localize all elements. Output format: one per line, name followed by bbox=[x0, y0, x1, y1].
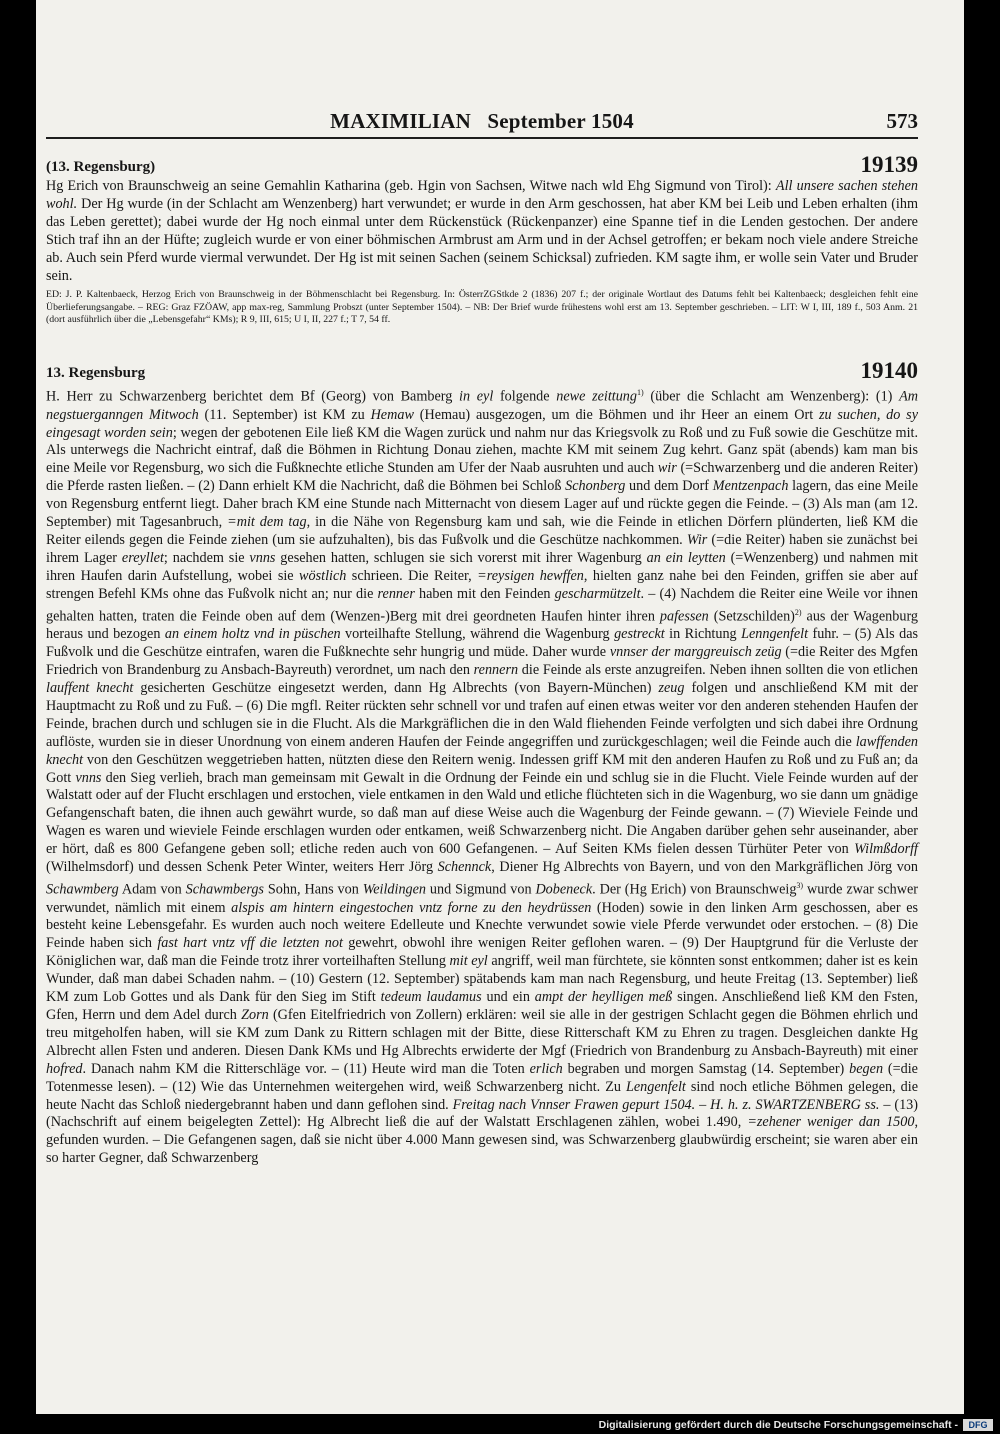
quoted-text: Lengenfelt bbox=[625, 1078, 686, 1095]
quoted-text: hofred bbox=[46, 1060, 83, 1077]
footer-bar bbox=[0, 1416, 1000, 1434]
quoted-text: begen bbox=[849, 1060, 884, 1077]
text-run: fuhr. – (5) Als das Fußvolk und die Geschütze eintrafen, waren die Fußknechte sehr hungrig und müde. Daher wurde bbox=[46, 626, 919, 661]
quoted-text: =mit dem tag bbox=[227, 514, 307, 531]
text-run: (Gfen Eitelfriedrich von Zollern) erklären: weil sie alle in der gestrigen Schlacht gegen die Böhmen ehrlich und treu mitgeholfen haben, will sie KM zum Dank zu Rittern schlagen mit der Bitte, diese Ritterschaft KM zu Ehren zu tragen. Desgleichen dankte Hg Albrecht allen Fsten und anderen. Diesen Dank KMs und Hg Albrechts erwiderte der Mgf (Friedrich von Brandenburg zu Ansbach-Bayreuth) mit einer bbox=[46, 1007, 918, 1059]
quoted-text: in eyl bbox=[459, 388, 494, 405]
page-header bbox=[46, 109, 918, 135]
quoted-text: Schawmberg bbox=[46, 881, 119, 898]
quoted-text: Hemaw bbox=[370, 406, 414, 423]
text-run: wurde zwar schwer verwundet, nämlich mit einem bbox=[46, 881, 918, 916]
quoted-text: lauffent knecht bbox=[46, 679, 134, 696]
document-19139 bbox=[46, 152, 918, 327]
text-run: vorteilhafte Stellung, während die Wagenburg bbox=[340, 626, 615, 643]
quoted-text: Schennck bbox=[437, 859, 492, 876]
text-run: (Setzschilden) bbox=[708, 608, 795, 625]
footer-credit: Digitalisierung gefördert durch die Deutsche Forschungsgemeinschaft - bbox=[598, 1419, 958, 1431]
text-run: gewehrt, obwohl ihre wenigen Reiter geflohen waren. – (9) Der Hauptgrund für die Verluste der Königlichen war, daß man die Feinde trotz ihrer vorteilhaften Stellung bbox=[46, 935, 919, 970]
text-run: – (13) (Nachschrift auf einem beigelegten Zettel): Hg Albrecht ließ die auf der Walstatt Erschlagenen zählen, wobei 1.490, bbox=[46, 1096, 918, 1131]
quoted-text: newe zeittung bbox=[556, 388, 637, 405]
text-run: , gefunden wurden. – Die Gefangenen sagen, daß sie nicht über 4.000 Mann gewesen sind, was Schwarzenberg glaubwürdig erscheint; sie waren aber ein so harter Gegner, daß Schwarzenberg bbox=[46, 1114, 919, 1167]
header-rule bbox=[46, 137, 918, 139]
text-run: , hielten ganz nahe bei den Feinden, griffen sie aber auf strengen Befehl KMs ohne das Fußvolk nicht an; nur die bbox=[46, 567, 918, 602]
quoted-text: rennern bbox=[473, 662, 519, 679]
quoted-text: Am negstuerganngen Mitwoch bbox=[46, 388, 918, 423]
quoted-text: erlich bbox=[529, 1060, 563, 1077]
quoted-text: Wilmßdorff bbox=[854, 841, 918, 858]
text-run: (=die Reiter) haben sie zunächst bei ihrem Lager bbox=[46, 531, 918, 566]
quoted-text: Wir bbox=[686, 531, 708, 548]
text-run: schrieen. Die Reiter, bbox=[346, 567, 478, 584]
text-run: die Feinde als erste anzugreifen. Neben ihnen sollten die von etlichen bbox=[518, 662, 918, 679]
quoted-text: wöstlich bbox=[299, 567, 347, 584]
text-run: (=Schwarzenberg und die anderen Reiter) die Pferde rasten ließen. – (2) Dann erhielt KM die Nachricht, daß die Böhmen bei Schloß bbox=[46, 460, 918, 495]
document-number: 19139 bbox=[860, 152, 918, 177]
quoted-text: =reysigen hewffen bbox=[477, 567, 584, 584]
quoted-text: pafessen bbox=[659, 608, 709, 625]
text-run: Hg Erich von Braunschweig an seine Gemahlin Katharina (geb. Hgin von Sachsen, Witwe nach wld Ehg Sigmund von Tirol): bbox=[46, 178, 776, 194]
quoted-text: All unsere sachen stehen wohl. bbox=[46, 178, 918, 212]
text-run: H. Herr zu Schwarzenberg berichtet dem Bf (Georg) von Bamberg bbox=[46, 388, 460, 405]
quoted-text: renner bbox=[377, 585, 415, 602]
quoted-text: gestreckt bbox=[614, 626, 665, 643]
text-run: singen. Anschließend ließ KM den Fsten, Gfen, Herrn und dem Adel durch bbox=[46, 989, 918, 1024]
text-run: lagern, das eine Meile von Regensburg entfernt liegt. Daher brach KM eine Stunde nach Mitternacht von diesem Lager auf und rückte gegen die Feinde. – (3) Als man (am 12. September) mit Tagesanbruch, bbox=[46, 478, 918, 531]
text-run: . – (4) Nachdem die Reiter eine Weile vor ihnen gehalten hatten, traten die Feinde oben auf dem (Wenzen-)Berg mit drei geordneten Haufen hinter ihren bbox=[46, 585, 918, 625]
quoted-text: Lenngenfelt bbox=[741, 626, 809, 643]
quoted-text: =zehener weniger dan 1500 bbox=[747, 1114, 915, 1131]
document-number: 19140 bbox=[860, 358, 918, 383]
document-place: 13. Regensburg bbox=[46, 365, 146, 381]
text-run: (über die Schlacht am Wenzenberg): (1) bbox=[643, 388, 900, 405]
text-run: . Danach nahm KM die Ritterschläge vor. – (11) Heute wird man die Toten bbox=[82, 1060, 530, 1077]
quoted-text: Dobeneck bbox=[535, 881, 593, 898]
text-run: (=die Totenmesse lesen). – (12) Wie das Unternehmen weitergehen wird, weiß Schwarzenberg nicht. Zu bbox=[46, 1060, 918, 1095]
document-heading bbox=[46, 152, 918, 178]
quoted-text: an einem holtz vnd in püschen bbox=[164, 626, 341, 643]
quoted-text: an ein leytten bbox=[646, 549, 726, 566]
text-run: ; wegen der gebotenen Eile ließ KM die Wagen zurück und nahm nur das Kriegsvolk zu Roß und zu Fuß sowie die Geschütze mit. Als unterwegs die Nachricht eintraf, daß die Böhmen in Richtung Donau ziehen, machte KM mit seinem Zug kehrt. Ganz spät (abends) kam man bis eine Meile vor Regensburg, wo sich die Fußknechte etliche Stunden am Ufer der Naab ausruhten und auch bbox=[46, 424, 919, 477]
text-run: gesicherten Geschütze eingesetzt werden, dann Hg Albrechts (von Bayern-München) bbox=[133, 679, 659, 696]
text-run: . Der (Hg Erich) von Braunschweig bbox=[592, 881, 797, 898]
document-place: (13. Regensburg) bbox=[46, 159, 156, 175]
quoted-text: wir bbox=[657, 460, 677, 477]
dfg-logo: DFG bbox=[963, 1419, 993, 1431]
text-run: sind noch etliche Böhmen gelegen, die heute Nacht das Schloß niedergebrannt haben und dann geflohen sind. bbox=[46, 1078, 918, 1113]
text-run: (=die Reiter des Mgfen Friedrich von Brandenburg zu Ansbach-Bayreuth) verordnet, um nach den bbox=[46, 644, 919, 679]
quoted-text: vnns bbox=[249, 549, 276, 566]
quoted-text: alspis am hintern eingestochen vntz forne zu den heydrüssen bbox=[231, 899, 592, 916]
text-run: , Diener Hg Albrechts von Bayern, und von den Markgräflichen Jörg von bbox=[491, 859, 918, 876]
quoted-text: Freitag nach Vnnser Frawen gepurt 1504. – H. h. z. SWARTZENBERG ss. bbox=[452, 1096, 880, 1113]
text-run: (Hemau) ausgezogen, um die Böhmen und ihr Heer an einem Ort bbox=[413, 406, 819, 423]
quoted-text: Schonberg bbox=[565, 478, 626, 495]
quoted-text: vnns bbox=[75, 769, 102, 786]
document-body bbox=[46, 178, 918, 285]
quoted-text: Mentzenpach bbox=[712, 478, 789, 495]
quoted-text: fast hart vntz vff die letzten not bbox=[157, 935, 343, 952]
text-run: (=Wenzenberg) und nahmen mit ihren Haufen darin Aufstellung, wobei sie bbox=[46, 549, 918, 584]
quoted-text: vnnser der marggreuisch zeüg bbox=[609, 644, 782, 661]
text-run: den Sieg verlieh, brach man gemeinsam mit Gewalt in die Ordnung der Feinde ein und schlug sie in die Flucht. Viele Feinde wurden auf der Walstatt oder auf der Flucht erschlagen und erstochen, viele entkamen in den Wald und etliche flüchteten sich in die Wagenburg, wo sie dann um gnädige Gefangenschaft baten, die ihnen auch gewährt wurde, so daß man auf diese Weise auch die Wagenburg der Feinde gewann. – (7) Wieviele Feinde und Wagen es waren und wieviele Feinde erschlagen wurden oder entkamen, weiß Schwarzenberg nicht. Die Angaben darüber gehen sehr auseinander, aber er hört, daß es 800 Gefangene geben soll; etliche reden auch von 600 Gefangenen. – Auf Seiten KMs fielen dessen Türhüter Peter von bbox=[46, 769, 918, 858]
text-run: folgende bbox=[493, 388, 557, 405]
document-body bbox=[46, 384, 918, 1168]
quoted-text: tedeum laudamus bbox=[380, 989, 482, 1006]
quoted-text: Zorn bbox=[241, 1007, 269, 1024]
quoted-text: mit eyl bbox=[449, 953, 488, 970]
quoted-text: ampt der heylligen meß bbox=[534, 989, 673, 1006]
quoted-text: Schawmbergs bbox=[185, 881, 264, 898]
text-run: und dem Dorf bbox=[625, 478, 713, 495]
quoted-text: zu suchen, do sy eingesagt worden sein bbox=[46, 406, 918, 441]
text-run: (Hoden) sowie in den linken Arm geschossen, aber es besteht keine Lebensgefahr. Es wurden auch noch weitere Edelleute und Knechte verwundet sowie viele Pferde verwundet oder erstochen. – (8) Die Feinde haben sich bbox=[46, 899, 919, 952]
text-run: folgen und anschließend KM mit der Hauptmacht zu Roß und zu Fuß. – (6) Die mgfl. Reiter rückten sehr schnell vor und trafen auf einen etwas weiter vor den anderen stehenden Haufen der Feinde, brachen durch und schlugen sie in die Flucht. Als die Markgräflichen die in den Wald fliehenden Feinde verfolgten und sich dabei ihre Ordnung auflöste, wurden sie in dieser Unordnung von einem anderen Haufen der Feinde angegriffen und zurückgeschlagen; weil die Feinde auch die bbox=[46, 679, 918, 750]
text-run: , in die Nähe von Regensburg kam und sah, wie die Feinde in etlichen Dörfern plünderten, ließ KM die Reiter eilends gegen die Feinde ziehen (um sie aufzuhalten), bis das Fußvolk und die Geschütze nachkommen. bbox=[46, 514, 918, 548]
text-run: Sohn, Hans von bbox=[263, 881, 363, 898]
quoted-text: zeug bbox=[658, 679, 685, 696]
quoted-text: ereyllet bbox=[121, 549, 164, 566]
footnote-ref: 2) bbox=[794, 607, 802, 617]
footnote-ref: 3) bbox=[796, 880, 804, 890]
text-run: ; nachdem sie bbox=[163, 549, 250, 566]
document-19140 bbox=[46, 358, 919, 1168]
footnote-ref: 1) bbox=[637, 388, 644, 397]
page-number: 573 bbox=[886, 109, 918, 133]
text-run: Adam von bbox=[118, 881, 186, 898]
text-run: angriff, weil man fürchtete, sie könnten sonst entkommen; daher ist es kein Wunder, daß man dabei Schaden nahm. – (10) Gestern (12. September) spätabends kam man nach Regensburg, und heute Freitag (13. September) ließ KM zum Lob Gottes und als Dank für den Sieg im Stift bbox=[46, 953, 919, 1006]
text-run: (11. September) ist KM zu bbox=[198, 406, 371, 423]
text-run: von den Geschützen weggetrieben hatten, nützten diese den Reitern wenig. Indessen griff KM mit den anderen Haufen zu Roß und zu Fuß an; da Gott bbox=[46, 751, 918, 786]
text-run: (Wilhelmsdorf) und dessen Schenk Peter Winter, weiters Herr Jörg bbox=[46, 859, 438, 876]
quoted-text: Weildingen bbox=[362, 881, 427, 898]
quoted-text: gescharmützelt bbox=[554, 585, 641, 602]
quoted-text: lawffenden knecht bbox=[46, 733, 918, 768]
running-title: MAXIMILIAN September 1504 bbox=[330, 109, 634, 133]
text-run: haben mit den Feinden bbox=[414, 585, 555, 602]
text-run: begraben und morgen Samstag (14. September) bbox=[562, 1060, 850, 1077]
text-run: in Richtung bbox=[664, 626, 742, 643]
document-notes: ED: J. P. Kaltenbaeck, Herzog Erich von Braunschweig in der Böhmenschlacht bei Regensburg. In: ÖsterrZGStkde 2 (1836) 207 f.; der originale Wortlaut des Datums fehlt bei Kaltenbaeck; desgleichen fehlt eine Überlieferungsangabe. – REG: Graz FZÖAW, app max-reg, Sammlung Probszt (unter September 1504). – NB: Der Brief wurde frühestens wohl erst am 13. September geschrieben. – LIT: W I, III, 189 f., 503 Anm. 21 (dort ausführlich über die „Lebensgefahr“ KMs); R 9, III, 615; U I, II, 227 f.; T 7, 54 ff. bbox=[46, 289, 918, 326]
text-run: und Sigmund von bbox=[426, 881, 536, 898]
text-run: Der Hg wurde (in der Schlacht am Wenzenberg) hart verwundet; er wurde in den Arm geschossen, hat aber KM bei Leib und Leben erhalten (ihm das Leben gerettet); dabei wurde der Hg noch einmal unter dem Rückenstück (Rückenpanzer) eine Spanne tief in die Lenden gestochen. Der andere Stich traf ihn an der Hüfte; zugleich wurde er von einer böhmischen Armbrust am Arm und in der Achsel getroffen; er bekam noch viele andere Streiche ab. Auch sein Pferd wurde viermal verwundet. Der Hg ist mit seinen Sachen (seinem Schicksal) zufrieden. KM sagte ihm, er wolle sein Vater und Bruder sein. bbox=[46, 195, 918, 284]
text-run: und ein bbox=[481, 989, 535, 1006]
text-run: aus der Wagenburg heraus und bezogen bbox=[46, 608, 919, 643]
text-run: gesehen hatten, schlugen sie sich vorerst mit ihrer Wagenburg bbox=[275, 549, 647, 566]
document-heading bbox=[46, 358, 918, 384]
